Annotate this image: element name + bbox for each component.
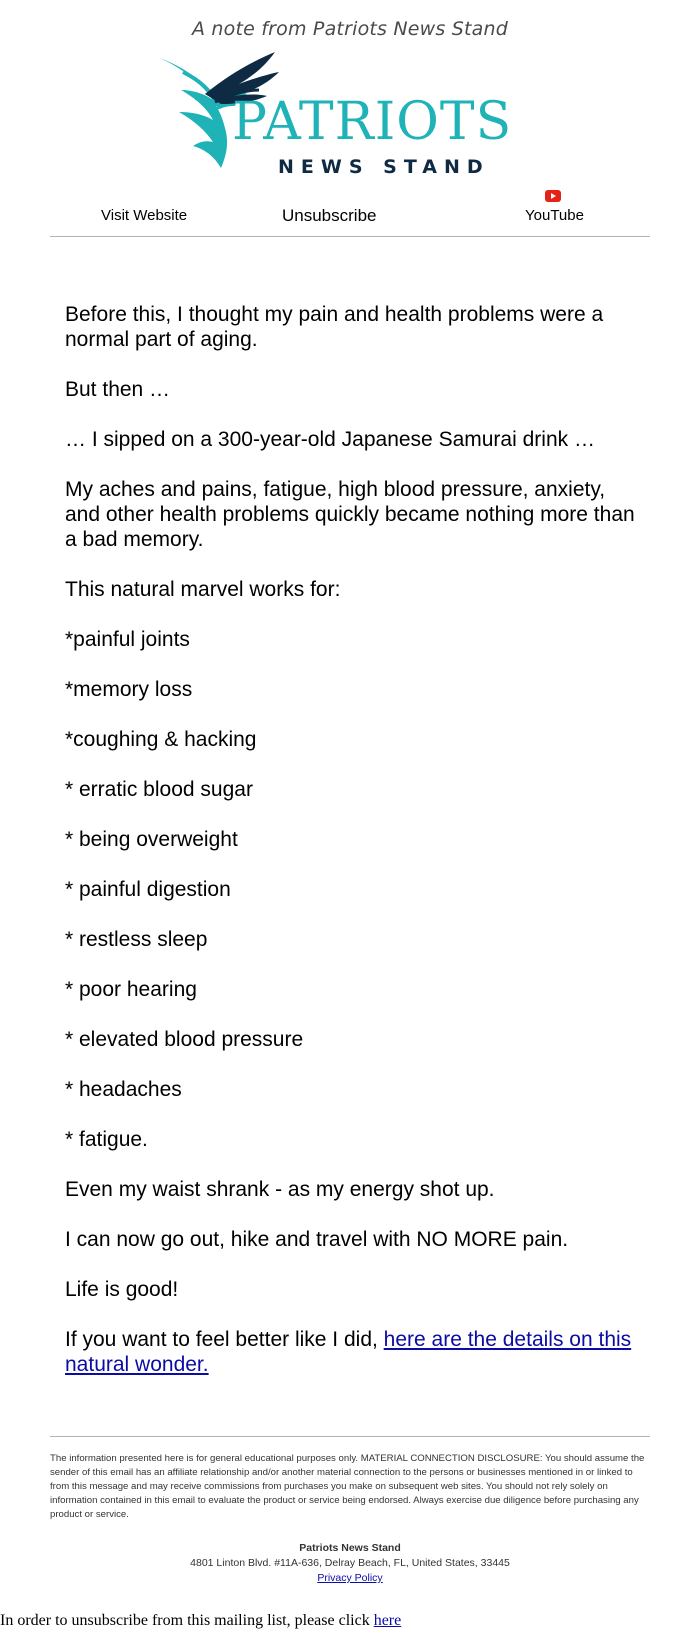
- details-link[interactable]: here are the details on this natural wonder.: [65, 1328, 632, 1376]
- body-paragraph: This natural marvel works for:: [65, 578, 341, 601]
- body-paragraph: … I sipped on a 300-year-old Japanese Samurai drink …: [65, 428, 595, 451]
- footer-divider: [50, 1436, 650, 1437]
- email-body: [65, 302, 635, 1402]
- body-paragraph: But then …: [65, 378, 171, 401]
- benefit-list-item: * headaches: [65, 1078, 182, 1101]
- header-note: A note from Patriots News Stand: [191, 18, 509, 40]
- youtube-icon[interactable]: [545, 190, 561, 202]
- benefit-list-item: * being overweight: [65, 828, 238, 851]
- unsubscribe-link[interactable]: Unsubscribe: [282, 206, 377, 225]
- benefit-list-item: * fatigue.: [65, 1128, 148, 1151]
- benefit-list-item: * poor hearing: [65, 978, 197, 1001]
- youtube-link[interactable]: YouTube: [525, 207, 584, 224]
- benefit-list-item: * elevated blood pressure: [65, 1028, 304, 1051]
- footer-address: 4801 Linton Blvd. #11A-636, Delray Beach, FL, United States, 33445: [190, 1557, 510, 1569]
- footer-org-name: Patriots News Stand: [299, 1542, 401, 1554]
- benefit-list-item: *coughing & hacking: [65, 728, 257, 751]
- body-paragraph: Life is good!: [65, 1278, 179, 1301]
- unsubscribe-here-link[interactable]: here: [373, 1612, 402, 1629]
- footer-address-block: [0, 1541, 700, 1586]
- cta-paragraph: [65, 1327, 635, 1377]
- visit-website-link[interactable]: Visit Website: [101, 207, 188, 224]
- logo-wordmark: PATRIOTS: [232, 92, 513, 152]
- unsubscribe-notice-text: In order to unsubscribe from this mailing list, please click: [0, 1612, 374, 1629]
- logo-subtitle: NEWS STAND: [278, 156, 490, 178]
- body-paragraph: Before this, I thought my pain and health problems were a normal part of aging.: [65, 303, 604, 351]
- disclosure-text: The information presented here is for general educational purposes only. MATERIAL CONNECTION DISCLOSURE: You should assume the sender of this email has an affiliate relationship and/or another material connection to the persons or businesses mentioned in or linked to from this message and may receive commissions from purchases you make on subsequent web sites. You should not rely solely on information contained in this email to evaluate the product or service being endorsed. Always exercise due diligence before purchasing any product or service.: [50, 1453, 645, 1520]
- benefit-list-item: *memory loss: [65, 678, 193, 701]
- privacy-policy-link[interactable]: Privacy Policy: [317, 1572, 383, 1584]
- cta-prefix: If you want to feel better like I did,: [65, 1328, 384, 1351]
- benefit-list-item: *painful joints: [65, 628, 190, 651]
- benefit-list-item: * erratic blood sugar: [65, 778, 253, 801]
- benefit-list-item: * painful digestion: [65, 878, 231, 901]
- benefit-list-item: * restless sleep: [65, 928, 208, 951]
- body-paragraph: I can now go out, hike and travel with NO MORE pain.: [65, 1228, 569, 1251]
- header-divider: [50, 236, 650, 237]
- body-paragraph: My aches and pains, fatigue, high blood pressure, anxiety, and other health problems quickly became nothing more than a bad memory.: [65, 478, 635, 551]
- body-paragraph: Even my waist shrank - as my energy shot up.: [65, 1178, 495, 1201]
- unsubscribe-notice: [0, 1612, 401, 1630]
